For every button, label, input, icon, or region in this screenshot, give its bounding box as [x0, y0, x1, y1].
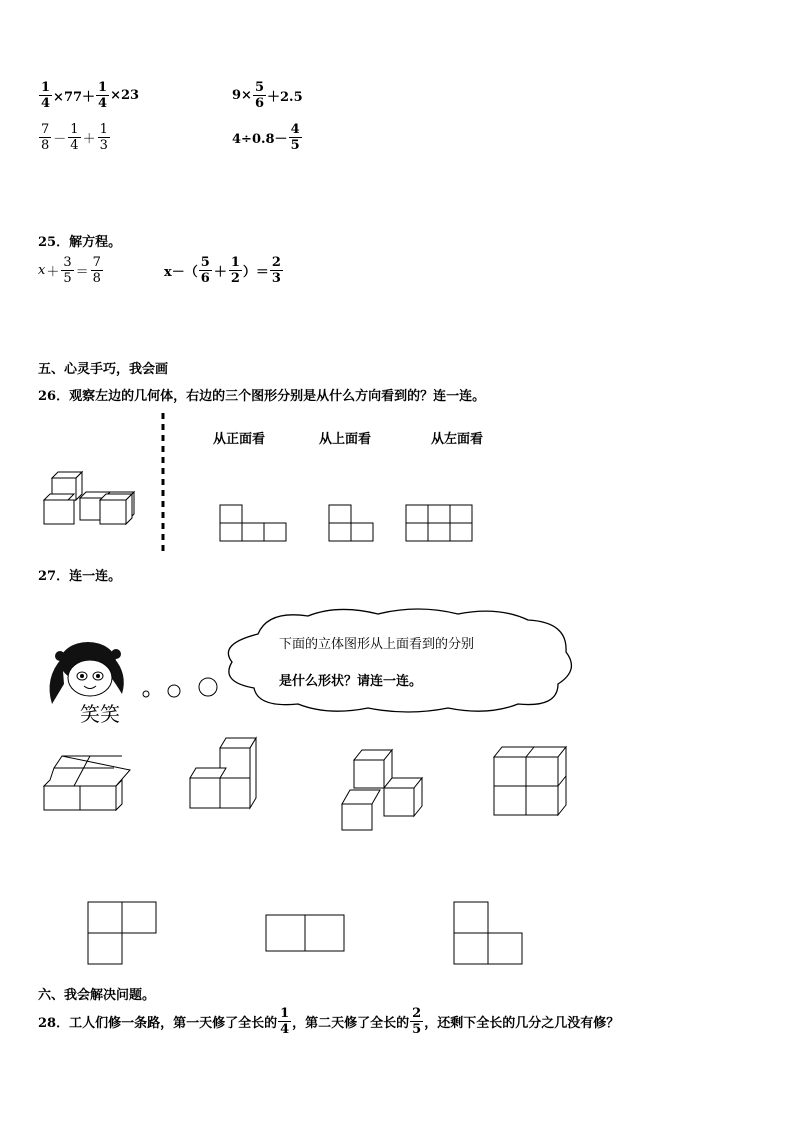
thought-dots: [140, 676, 220, 700]
fraction: $\frac{2}{3}$: [271, 255, 281, 286]
thought-cloud: [218, 604, 580, 716]
equation-2: x－（ $\frac{5}{6}$ ＋ $\frac{1}{2}$ ）＝ $\frac{2}{3}$: [164, 255, 281, 286]
fraction: $\frac{2}{5}$: [412, 1006, 422, 1037]
view-label-top: 从上面看: [319, 432, 372, 447]
character-label: 笑笑: [80, 702, 120, 726]
calc-expression-4: 4÷0.8－ $\frac{4}{5}$: [232, 122, 300, 153]
fraction: $\frac{5}{6}$: [200, 255, 210, 286]
fraction: $\frac{1}{2}$: [230, 255, 240, 286]
question-27-title: 27．连一连。: [38, 569, 122, 584]
equation-1: x ＋ $\frac{3}{5}$ ＝ $\frac{7}{8}$: [38, 255, 101, 286]
top-view-shape-2: [266, 915, 348, 955]
top-view-shape-1: [88, 902, 160, 968]
fraction: $\frac{1}{4}$: [41, 80, 51, 111]
fraction: $\frac{1}{4}$: [98, 80, 108, 111]
solid-figure-3: [338, 746, 430, 834]
fraction: $\frac{3}{5}$: [63, 255, 72, 286]
cube: [100, 494, 132, 524]
calc-expression-2: 9× $\frac{5}{6}$ ＋2.5: [232, 80, 303, 111]
bubble-text-line-2: 是什么形状？请连一连。: [279, 674, 423, 689]
fraction: $\frac{4}{5}$: [290, 122, 300, 153]
view-shape-3: [406, 505, 478, 545]
top-view-shape-3: [454, 902, 526, 968]
question-26-title: 26．观察左边的几何体，右边的三个图形分别是从什么方向看到的？连一连。: [38, 389, 486, 404]
solid-figure-4: [492, 745, 572, 817]
calc-expression-1: $\frac{1}{4}$ ×77＋ $\frac{1}{4}$ ×23: [41, 80, 140, 111]
section-6-title: 六、我会解决问题。: [38, 988, 156, 1003]
solid-figure-1: [40, 752, 130, 814]
calc-expression-3: $\frac{7}{8}$ － $\frac{1}{4}$ ＋ $\frac{1}{3}$: [41, 122, 108, 153]
fraction: $\frac{1}{3}$: [99, 122, 108, 153]
view-shape-1: [220, 505, 290, 545]
cube: [44, 494, 74, 524]
fraction: $\frac{7}{8}$: [92, 255, 101, 286]
view-shape-2: [329, 505, 379, 545]
question-28: 28．工人们修一条路，第一天修了全长的 $\frac{1}{4}$ ，第二天修了全长的 $\frac{2}{5}$ ，还剩下全长的几分之几没有修？: [38, 1006, 620, 1037]
question-25-title: 25．解方程。: [38, 235, 122, 250]
section-5-title: 五、心灵手巧，我会画: [38, 362, 169, 377]
solid-figure-q26: [40, 470, 150, 530]
view-label-front: 从正面看: [213, 432, 266, 447]
bubble-text-line-1: 下面的立体图形从上面看到的分别: [279, 637, 475, 652]
fraction: $\frac{1}{4}$: [70, 122, 79, 153]
fraction: $\frac{7}{8}$: [41, 122, 50, 153]
view-label-left: 从左面看: [431, 432, 484, 447]
dashed-divider: [161, 413, 165, 555]
solid-figure-2: [188, 736, 268, 812]
fraction: $\frac{5}{6}$: [254, 80, 264, 111]
fraction: $\frac{1}{4}$: [280, 1006, 290, 1037]
